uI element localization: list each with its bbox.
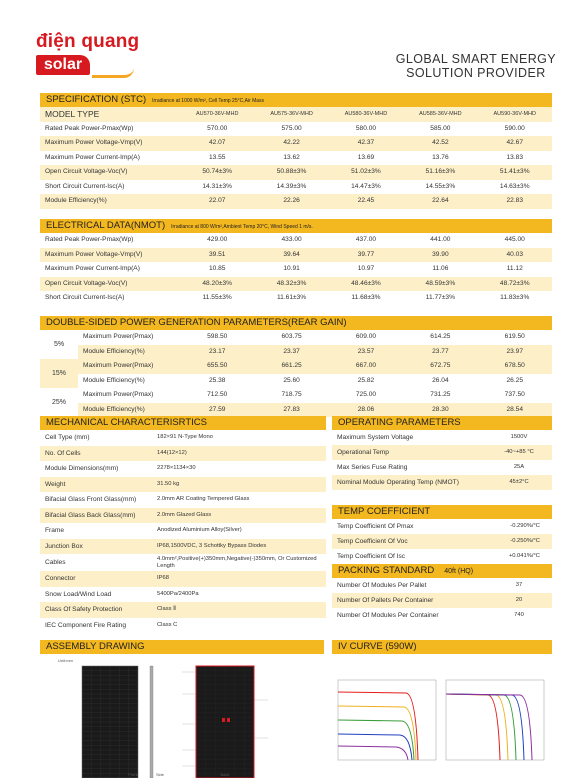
- temp-coef-table: [332, 519, 552, 564]
- row-value: 42.22: [283, 139, 300, 146]
- row-label: Rated Peak Power-Pmax(Wp): [45, 124, 134, 132]
- row-label: Maximum Power Current-Imp(A): [45, 265, 140, 272]
- model-name: AU575-36V-MHD: [270, 111, 313, 117]
- row-label: Maximum Power Voltage-Vmp(V): [45, 250, 143, 258]
- table-row: [78, 330, 552, 345]
- row-value: 619.50: [504, 333, 525, 340]
- row-label: Cell Type (mm): [45, 434, 90, 442]
- row-label: Module Efficiency(%): [83, 405, 145, 413]
- assembly-unit: Unit:mm: [58, 658, 73, 663]
- packing-title: PACKING STANDARD: [338, 565, 435, 576]
- model-type-row: [40, 107, 552, 122]
- row-value: 11.83±3%: [500, 294, 530, 301]
- row-value: 25.82: [357, 376, 375, 384]
- row-value: 10.97: [357, 265, 375, 272]
- table-row: [78, 374, 552, 389]
- mechanical-section: [40, 416, 326, 633]
- table-row: [40, 492, 326, 508]
- brand-solar-badge: solar: [36, 55, 90, 75]
- table-row: [40, 602, 326, 618]
- side-label: Side: [155, 772, 165, 777]
- row-value: 570.00: [207, 124, 228, 132]
- mechanical-table: [40, 430, 326, 633]
- row-value: 13.62: [283, 153, 300, 161]
- row-value: 51.16±3%: [425, 168, 456, 175]
- row-value: 50.74±3%: [202, 168, 233, 175]
- row-value: 437.00: [355, 236, 377, 243]
- table-row: [40, 194, 552, 209]
- row-value: 11.55±3%: [202, 294, 232, 301]
- table-row: [332, 445, 552, 460]
- row-value: 31.50 kg: [157, 480, 180, 487]
- row-value: 20: [515, 597, 523, 603]
- row-value: -40~+85 °C: [504, 449, 534, 455]
- table-row: [78, 403, 552, 418]
- row-value: 2.0mm Glazed Glass: [157, 511, 212, 518]
- junction-box: [222, 718, 225, 722]
- table-row: [40, 180, 552, 195]
- table-row: [332, 534, 552, 549]
- row-value: 40.03: [506, 250, 524, 258]
- table-row: [78, 345, 552, 360]
- row-value: 27.59: [208, 405, 226, 413]
- row-value: 23.17: [208, 347, 226, 355]
- table-row: [40, 248, 552, 263]
- row-value: 429.00: [207, 236, 228, 243]
- row-value: 22.83: [506, 197, 524, 204]
- row-value: 598.50: [207, 333, 228, 340]
- row-label: Maximum Power Voltage-Vmp(V): [45, 139, 143, 146]
- table-row: [78, 359, 552, 374]
- stc-table: [40, 122, 552, 209]
- row-value: 585.00: [430, 124, 451, 132]
- row-value: 11.12: [506, 265, 523, 272]
- row-value: 441.00: [430, 236, 451, 243]
- table-row: [40, 508, 326, 524]
- row-value: 590.00: [504, 124, 525, 132]
- table-row: [40, 151, 552, 166]
- row-value: 11.61±3%: [277, 294, 307, 301]
- row-label: Temp Coefficient Of Voc: [337, 538, 408, 545]
- row-label: Maximum Power(Pmax): [83, 391, 154, 398]
- row-value: 14.39±3%: [276, 182, 307, 190]
- temp-coef-section: [332, 505, 552, 564]
- row-value: 13.69: [357, 153, 375, 161]
- rear-gain-group: [40, 359, 552, 388]
- row-value: IP68: [157, 575, 169, 582]
- row-value: 48.46±3%: [351, 279, 381, 287]
- row-value: 2.0mm AR Coating Tempered Glass: [157, 496, 250, 503]
- row-label: Cables: [45, 559, 66, 566]
- brand-name: điện quang: [36, 31, 140, 52]
- row-value: 48.72±3%: [499, 279, 530, 287]
- rear-gain-rows: [78, 330, 552, 359]
- nmot-section: [40, 219, 552, 306]
- row-value: 28.06: [357, 405, 375, 413]
- row-value: 48.32±3%: [276, 279, 307, 287]
- row-value: 678.50: [504, 362, 525, 369]
- row-label: Snow Load/Wind Load: [45, 590, 112, 598]
- rear-gain-percent: 25%: [51, 399, 66, 406]
- nmot-table: [40, 233, 552, 306]
- iv-chart-irradiance: [338, 680, 436, 760]
- table-row: [78, 388, 552, 403]
- model-type-label: MODEL TYPE: [45, 109, 100, 119]
- row-value: 672.75: [430, 362, 451, 369]
- packing-table: [332, 578, 552, 623]
- row-value: 433.00: [281, 236, 302, 243]
- row-value: 718.75: [281, 391, 302, 398]
- row-value: 23.57: [357, 347, 375, 355]
- brand-swoosh-icon: [92, 68, 134, 78]
- table-row: [332, 578, 552, 593]
- row-value: 50.88±3%: [276, 168, 307, 175]
- row-label: Class Of Safety Protection: [45, 606, 123, 614]
- table-row: [40, 446, 326, 462]
- row-value: 731.25: [430, 391, 451, 398]
- stc-header: [40, 93, 552, 107]
- table-row: [40, 461, 326, 477]
- rear-gain-percent: 15%: [40, 359, 78, 388]
- rear-gain-percent: 5%: [53, 341, 65, 348]
- operating-header: OPERATING PARAMETERS: [332, 416, 552, 430]
- table-row: [40, 291, 552, 306]
- row-value: 661.25: [281, 362, 302, 369]
- row-label: Module Dimensions(mm): [45, 465, 119, 473]
- double-sided-header: DOUBLE-SIDED POWER GENERATION PARAMETERS(REAR GAIN): [40, 316, 552, 330]
- iv-curve-header: IV CURVE (590W): [332, 640, 552, 654]
- row-value: 51.02±3%: [351, 168, 381, 175]
- table-row: [40, 523, 326, 539]
- row-label: Open Circuit Voltage-Voc(V): [45, 279, 128, 287]
- model-name: AU585-36V-MHD: [419, 111, 462, 117]
- row-value: 45±2°C: [509, 479, 529, 485]
- row-value: 614.25: [430, 333, 451, 340]
- row-label: Temp Coefficient Of Isc: [337, 553, 406, 560]
- table-row: [40, 618, 326, 634]
- slogan: [396, 52, 556, 80]
- junction-box: [227, 718, 230, 722]
- table-row: [40, 554, 326, 571]
- row-value: 22.45: [357, 197, 375, 204]
- rear-gain-rows: [78, 388, 552, 417]
- row-value: 39.90: [432, 250, 449, 258]
- table-row: [40, 262, 552, 277]
- mechanical-header: MECHANICAL CHARACTERISRTICS: [40, 416, 326, 430]
- row-value: Class Ⅱ: [157, 606, 176, 613]
- packing-note: 40ft (HQ): [444, 568, 474, 575]
- row-value: 740: [514, 612, 524, 618]
- iv-chart-temperature: [446, 680, 544, 760]
- row-value: 14.63±3%: [499, 182, 530, 190]
- row-value: 1500V: [510, 434, 528, 440]
- row-value: 575.00: [281, 124, 302, 132]
- row-label: Number Of Modules Per Container: [337, 612, 439, 619]
- table-row: [332, 519, 552, 534]
- row-value: -0.290%/°C: [510, 523, 540, 529]
- slogan-line1: GLOBAL SMART ENERGY: [395, 52, 556, 66]
- table-row: [40, 277, 552, 292]
- row-value: 13.83: [506, 153, 524, 161]
- row-value: 655.50: [207, 362, 228, 369]
- row-value: 712.50: [207, 391, 228, 398]
- row-value: 22.64: [432, 197, 449, 204]
- row-value: IP68,1500VDC, 3 Schottky Bypass Diodes: [157, 542, 267, 549]
- table-row: [40, 165, 552, 180]
- row-value: 182×91 N-Type Mono: [157, 434, 213, 441]
- row-value: 144(12×12): [157, 449, 187, 456]
- nmot-header: [40, 219, 552, 233]
- row-label: Maximum Power Current-Imp(A): [45, 153, 140, 161]
- temp-coef-header: TEMP COEFFICIENT: [332, 505, 552, 519]
- row-label: Maximum System Voltage: [337, 434, 414, 441]
- double-sided-section: [40, 316, 552, 417]
- table-row: [40, 587, 326, 603]
- table-row: [332, 593, 552, 608]
- row-value: 11.77±3%: [425, 294, 455, 301]
- packing-section: [332, 564, 552, 623]
- row-value: 25.38: [208, 376, 226, 384]
- row-label: Bifacial Glass Back Glass(mm): [45, 511, 136, 519]
- row-label: Rated Peak Power-Pmax(Wp): [45, 236, 134, 243]
- row-value: 42.67: [506, 139, 524, 146]
- row-value: 23.77: [432, 347, 449, 355]
- front-label: Front: [128, 772, 138, 777]
- row-value: 14.31±3%: [202, 182, 233, 190]
- row-label: Open Circuit Voltage-Voc(V): [45, 168, 128, 175]
- table-row: [332, 608, 552, 623]
- row-value: 13.55: [208, 153, 226, 161]
- table-row: [332, 460, 552, 475]
- row-value: 42.52: [432, 139, 449, 146]
- row-value: +0.041%/°C: [508, 553, 540, 559]
- row-value: 11.06: [432, 265, 449, 272]
- row-value: -0.250%/°C: [510, 538, 540, 544]
- row-value: 26.04: [432, 376, 449, 384]
- row-value: 25.60: [283, 376, 300, 384]
- row-label: Frame: [45, 527, 65, 535]
- row-value: 13.76: [432, 153, 449, 161]
- row-value: 48.59±3%: [425, 279, 456, 287]
- table-row: [40, 571, 326, 587]
- rear-gain-group: [40, 388, 552, 417]
- row-value: 10.91: [283, 265, 300, 272]
- row-value: 25A: [513, 464, 525, 470]
- back-label: Back: [220, 772, 230, 777]
- row-value: 48.20±3%: [202, 279, 233, 287]
- double-sided-table: [40, 330, 552, 417]
- row-value: 23.37: [283, 347, 300, 355]
- row-label: Connector: [45, 575, 76, 583]
- table-row: [40, 430, 326, 446]
- row-value: 37: [515, 582, 523, 588]
- row-label: Max Series Fuse Rating: [337, 464, 408, 471]
- table-row: [332, 549, 552, 564]
- table-row: [40, 477, 326, 493]
- side-profile: [150, 666, 153, 778]
- row-value: 51.41±3%: [499, 168, 530, 175]
- row-label: Nominal Module Operating Temp (NMOT): [337, 479, 459, 486]
- row-value: 28.54: [506, 405, 524, 413]
- row-value: Class C: [157, 621, 178, 628]
- row-value: 27.83: [283, 405, 300, 413]
- rear-gain-group: [40, 330, 552, 359]
- row-label: Module Efficiency(%): [83, 347, 145, 355]
- row-value: 39.64: [283, 250, 300, 258]
- operating-section: [332, 416, 552, 490]
- row-value: 22.26: [283, 197, 300, 204]
- row-value: 42.07: [208, 139, 226, 146]
- row-value: 603.75: [281, 333, 302, 340]
- assembly-header: ASSEMBLY DRAWING: [40, 640, 324, 654]
- row-label: Module Efficiency(%): [83, 376, 145, 384]
- row-label: Weight: [45, 480, 66, 488]
- row-value: 737.50: [504, 391, 525, 398]
- row-value: 22.07: [208, 197, 226, 204]
- row-value: 28.30: [432, 405, 449, 413]
- row-label: Module Efficiency(%): [45, 197, 107, 204]
- nmot-note: Irradiance at 800 W/m²,Ambient Temp 20°C, Wind Speed 1 m/s.: [171, 224, 313, 230]
- row-label: Number Of Modules Per Pallet: [337, 582, 427, 589]
- brand-logo: [36, 32, 156, 75]
- row-value: 2278×1134×30: [157, 465, 196, 472]
- slogan-line2: SOLUTION PROVIDER: [406, 66, 546, 80]
- table-row: [40, 539, 326, 555]
- iv-curve-charts: [332, 654, 552, 778]
- rear-gain-rows: [78, 359, 552, 388]
- table-row: [40, 122, 552, 137]
- row-label: Short Circuit Current-Isc(A): [45, 294, 125, 301]
- model-name: AU570-36V-MHD: [195, 111, 239, 117]
- row-value: 11.68±3%: [351, 294, 381, 301]
- row-value: 609.00: [355, 333, 377, 340]
- row-label: Number Of Pallets Per Container: [337, 597, 434, 604]
- row-value: 14.47±3%: [351, 182, 381, 190]
- row-value: 39.51: [208, 250, 226, 258]
- stc-section: [40, 93, 552, 209]
- row-label: No. Of Cells: [45, 449, 81, 457]
- row-label: Maximum Power(Pmax): [83, 333, 154, 340]
- row-value: 26.25: [506, 376, 524, 384]
- row-label: Temp Coefficient Of Pmax: [337, 523, 414, 530]
- table-row: [332, 430, 552, 445]
- packing-header: [332, 564, 552, 578]
- assembly-drawing: [40, 654, 324, 778]
- row-value: 14.55±3%: [425, 182, 456, 190]
- row-value: 42.37: [357, 139, 375, 146]
- stc-note: Irradiance at 1000 W/m², Cell Temp 25°C,Air Mass: [152, 98, 265, 104]
- assembly-drawing-section: [40, 640, 324, 778]
- row-label: Short Circuit Current-Isc(A): [45, 182, 125, 190]
- nmot-title: ELECTRICAL DATA(NMOT): [46, 220, 166, 231]
- model-name: AU580-36V-MHD: [344, 111, 388, 117]
- row-value: 445.00: [504, 236, 525, 243]
- row-value: Anodized Aluminium Alloy(Silver): [157, 527, 242, 534]
- table-row: [40, 233, 552, 248]
- row-value: 39.77: [357, 250, 375, 258]
- row-label: Operational Temp: [337, 449, 389, 456]
- row-value: 5400Pa/2400Pa: [157, 590, 199, 597]
- stc-title: SPECIFICATION (STC): [46, 94, 147, 105]
- row-value: 725.00: [355, 391, 377, 398]
- row-value: 23.97: [506, 347, 524, 355]
- table-row: [332, 475, 552, 490]
- row-label: IEC Component Fire Rating: [45, 621, 126, 629]
- row-value: 667.00: [355, 362, 377, 369]
- row-value: 10.85: [208, 265, 226, 272]
- operating-table: [332, 430, 552, 490]
- model-name: AU590-36V-MHD: [493, 111, 536, 117]
- iv-curve-section: [332, 640, 552, 778]
- row-value: 580.00: [355, 124, 377, 132]
- row-label: Bifacial Glass Front Glass(mm): [45, 496, 137, 504]
- row-label: Junction Box: [45, 542, 83, 550]
- row-value: 4.0mm²,Positive(+)350mm,Negative(-)350mm, Or Customized Length: [157, 555, 317, 569]
- row-label: Maximum Power(Pmax): [83, 362, 154, 369]
- table-row: [40, 136, 552, 151]
